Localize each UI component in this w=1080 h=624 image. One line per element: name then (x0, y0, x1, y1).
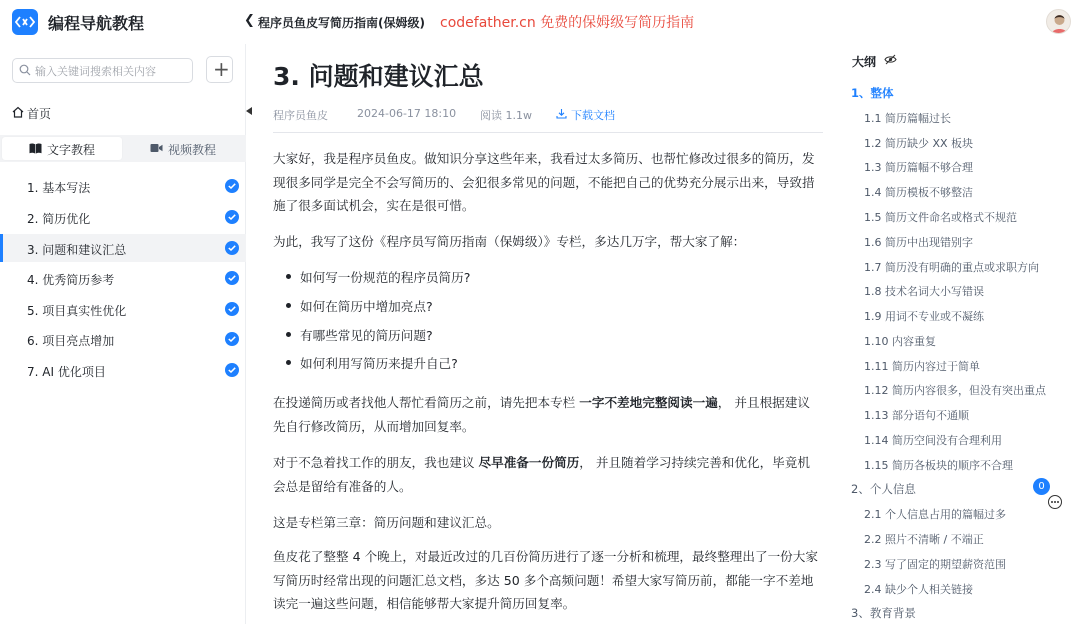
outline-item[interactable]: 2.1 个人信息占用的篇幅过多 (864, 508, 1006, 521)
outline-item[interactable]: 1.7 简历没有明确的重点或求职方向 (864, 261, 1039, 274)
chapter-label: 6. 项目亮点增加 (27, 334, 115, 348)
sidebar (0, 44, 246, 624)
chapter-label: 7. AI 优化项目 (27, 365, 106, 379)
check-circle-icon (225, 210, 239, 224)
search-input[interactable] (35, 62, 185, 80)
tab-text-tutorial[interactable] (2, 137, 122, 160)
chapter-label: 2. 简历优化 (27, 212, 91, 226)
divider (273, 132, 823, 133)
check-circle-icon (225, 179, 239, 193)
bullet-dot (286, 360, 291, 365)
comment-count-badge: 0 (1033, 478, 1050, 495)
list-item-text: 如何在简历中增加亮点? (300, 299, 433, 314)
paragraph-text: ， 并且随着学习持续完善和优化，毕竟机会总是留给有准备的人。 (273, 455, 810, 494)
comment-icon[interactable] (1048, 495, 1062, 509)
list-item-text: 如何利用写简历来提升自己? (300, 356, 458, 371)
bold-text: 尽早准备一份简历 (478, 455, 580, 470)
chapter-label: 4. 优秀简历参考 (27, 273, 115, 287)
paragraph-text: 对于不急着找工作的朋友，我也建议 (273, 455, 479, 470)
check-circle-icon (225, 302, 239, 316)
paragraph (273, 451, 818, 498)
paragraph-text: 在投递简历或者找他人帮忙看简历之前，请先把本专栏 (273, 395, 580, 410)
chapter-item[interactable] (0, 172, 246, 200)
paragraph: 鱼皮花了整整 4 个晚上，对最近改过的几百份简历进行了逐一分析和梳理，最终整理出了一份大家写简历时经常出现的问题汇总文档，多达 50 多个高频问题！希望大家写简历前，都能一字不差地读完一遍这些问题，相信能够帮大家提升简历回复率。 (273, 549, 818, 611)
bullet-dot (286, 303, 291, 308)
code-icon (15, 15, 35, 29)
paragraph (273, 391, 818, 438)
outline-item[interactable]: 1.1 简历篇幅过长 (864, 112, 951, 125)
tab-video-tutorial[interactable] (124, 137, 244, 160)
avatar-icon (1047, 10, 1071, 34)
chapter-item-active[interactable] (0, 234, 246, 262)
check-circle-icon (225, 241, 239, 255)
paragraph-text: ， 并且根据建议先自行修改简历，从而增加回复率。 (273, 395, 810, 434)
author-name[interactable]: 程序员鱼皮 (273, 109, 328, 122)
user-avatar[interactable] (1046, 9, 1071, 34)
check-circle-icon (225, 332, 239, 346)
chapter-item[interactable] (0, 295, 246, 323)
bullet-dot (286, 274, 291, 279)
outline-item[interactable]: 1.6 简历中出现错别字 (864, 236, 973, 249)
chapter-label: 5. 项目真实性优化 (27, 304, 127, 318)
tab-label: 视频教程 (168, 143, 217, 157)
chapter-item[interactable] (0, 356, 246, 384)
outline-item[interactable]: 1.8 技术名词大小写错误 (864, 285, 984, 298)
outline-item[interactable]: 1.15 简历各板块的顺序不合理 (864, 459, 1013, 472)
outline-item[interactable]: 1.14 简历空间没有合理利用 (864, 434, 1002, 447)
outline-title: 大纲 (852, 55, 877, 69)
publish-date: 2024-06-17 18:10 (357, 107, 457, 120)
paragraph: 这是专栏第三章：简历问题和建议汇总。 (273, 515, 500, 530)
outline-item[interactable]: 1.2 简历缺少 XX 板块 (864, 137, 974, 150)
bold-text: 一字不差地完整阅读一遍 (579, 395, 718, 410)
plus-icon: + (213, 57, 230, 81)
check-circle-icon (225, 363, 239, 377)
home-label: 首页 (27, 107, 52, 121)
search-icon (19, 64, 31, 76)
chapter-item[interactable] (0, 325, 246, 353)
outline-item[interactable]: 2、个人信息 (851, 482, 916, 496)
book-icon (29, 143, 42, 154)
outline-item[interactable]: 1.12 简历内容很多，但没有突出重点 (864, 384, 1046, 397)
outline-item[interactable]: 1.13 部分语句不通顺 (864, 409, 969, 422)
bullet-dot (286, 332, 291, 337)
site-logo[interactable] (12, 9, 38, 35)
outline-item[interactable]: 3、教育背景 (851, 606, 916, 620)
outline-item[interactable]: 1.5 简历文件命名或格式不规范 (864, 211, 1017, 224)
check-circle-icon (225, 271, 239, 285)
list-item-text: 有哪些常见的简历问题? (300, 328, 433, 343)
outline-panel (846, 44, 1080, 624)
chapter-item[interactable] (0, 264, 246, 292)
tab-label: 文字教程 (47, 143, 96, 157)
outline-item[interactable]: 1.4 简历模板不够整洁 (864, 186, 973, 199)
add-button[interactable] (206, 56, 233, 83)
video-icon (150, 143, 163, 153)
outline-item[interactable]: 1、整体 (851, 86, 894, 100)
chapter-label: 3. 问题和建议汇总 (27, 243, 127, 257)
book-title[interactable]: 程序员鱼皮写简历指南(保姆级) (258, 16, 425, 30)
chapter-item[interactable] (0, 203, 246, 231)
list-item-text: 如何写一份规范的程序员简历? (300, 270, 471, 285)
outline-item[interactable]: 1.3 简历篇幅不够合理 (864, 161, 973, 174)
site-title[interactable]: 编程导航教程 (48, 14, 145, 33)
download-label: 下载文档 (571, 109, 615, 122)
read-count: 阅读 1.1w (480, 109, 532, 122)
outline-item[interactable]: 2.2 照片不清晰 / 不端正 (864, 533, 984, 546)
outline-item[interactable]: 2.3 写了固定的期望薪资范围 (864, 558, 1006, 571)
article (247, 44, 837, 624)
download-icon (556, 108, 567, 119)
eye-off-icon[interactable] (884, 54, 897, 65)
outline-item[interactable]: 1.9 用词不专业或不凝练 (864, 310, 984, 323)
article-title: 3. 问题和建议汇总 (273, 62, 484, 91)
home-icon (12, 106, 24, 118)
back-chevron-icon[interactable]: ❮ (244, 13, 255, 28)
chapter-label: 1. 基本写法 (27, 181, 91, 195)
outline-item[interactable]: 2.4 缺少个人相关链接 (864, 583, 973, 596)
promo-text: codefather.cn 免费的保姆级写简历指南 (440, 15, 695, 31)
search-box[interactable] (12, 58, 193, 83)
outline-item[interactable]: 1.10 内容重复 (864, 335, 936, 348)
paragraph: 为此，我写了这份《程序员写简历指南（保姆级）》专栏，多达几万字，帮大家了解： (273, 234, 746, 249)
paragraph: 大家好，我是程序员鱼皮。做知识分享这些年来，我看过太多简历、也帮忙修改过很多的简历，发现很多同学是完全不会写简历的、会犯很多常见的问题，不能把自己的优势充分展示出来，导致措施了很多面试机会，实在是很可惜。 (273, 151, 815, 213)
tutorial-tabs (0, 135, 246, 162)
outline-item[interactable]: 1.11 简历内容过于简单 (864, 360, 980, 373)
top-header (0, 0, 1080, 44)
